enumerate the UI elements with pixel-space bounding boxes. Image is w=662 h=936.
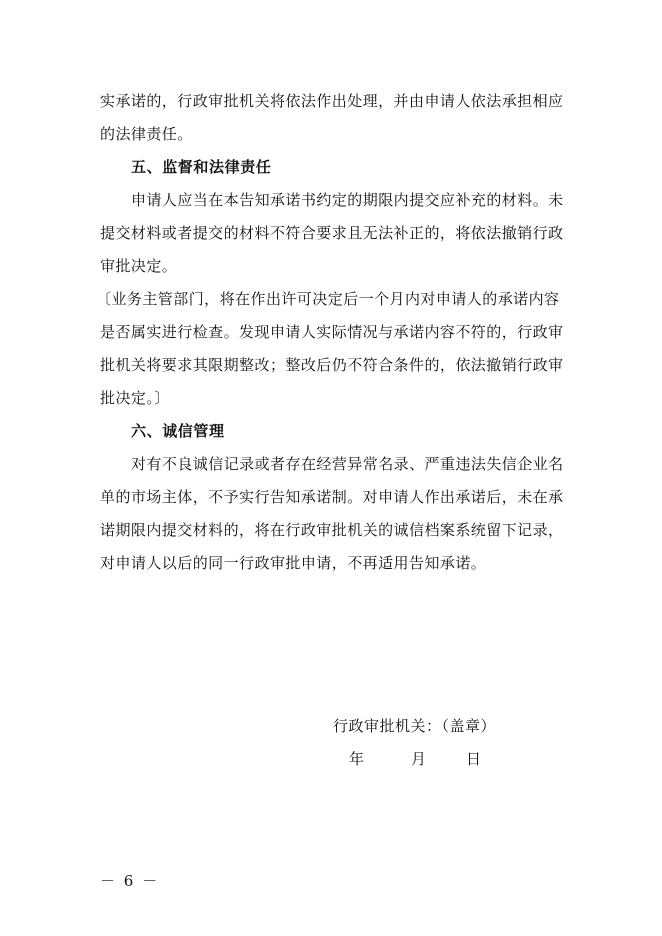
authority-seal-label: 行政审批机关：（盖章） <box>333 717 497 735</box>
body-line: 提交材料或者提交的材料不符合要求且无法补正的，将依法撤销行政 <box>100 224 564 242</box>
year-label: 年 <box>349 750 365 768</box>
section-heading-supervision: 五、监督和法律责任 <box>131 158 272 176</box>
body-line: 单的市场主体，不予实行告知承诺制。对申请人作出承诺后，未在承 <box>100 488 564 506</box>
body-line: 对申请人以后的同一行政审批申请，不再适用告知承诺。 <box>100 554 487 572</box>
body-line: 的法律责任。 <box>100 125 193 143</box>
body-line: 对有不良诚信记录或者存在经营异常名录、严重违法失信企业名 <box>131 455 564 473</box>
body-line: 申请人应当在本告知承诺书约定的期限内提交应补充的材料。未 <box>131 191 564 209</box>
day-label: 日 <box>466 750 482 768</box>
body-line: 批决定。〕 <box>100 389 170 407</box>
body-line: 审批决定。 <box>100 257 178 275</box>
body-line: 是否属实进行检查。发现申请人实际情况与承诺内容不符的，行政审 <box>100 323 564 341</box>
body-line: 〔业务主管部门，将在作出许可决定后一个月内对申请人的承诺内容 <box>96 290 560 308</box>
body-line: 实承诺的，行政审批机关将依法作出处理，并由申请人依法承担相应 <box>100 92 564 110</box>
body-line: 批机关将要求其限期整改；整改后仍不符合条件的，依法撤销行政审 <box>100 356 564 374</box>
body-line: 诺期限内提交材料的，将在行政审批机关的诚信档案系统留下记录， <box>100 521 564 539</box>
month-label: 月 <box>411 750 427 768</box>
page-number: － 6 － <box>100 872 160 890</box>
section-heading-credit: 六、诚信管理 <box>131 422 225 440</box>
